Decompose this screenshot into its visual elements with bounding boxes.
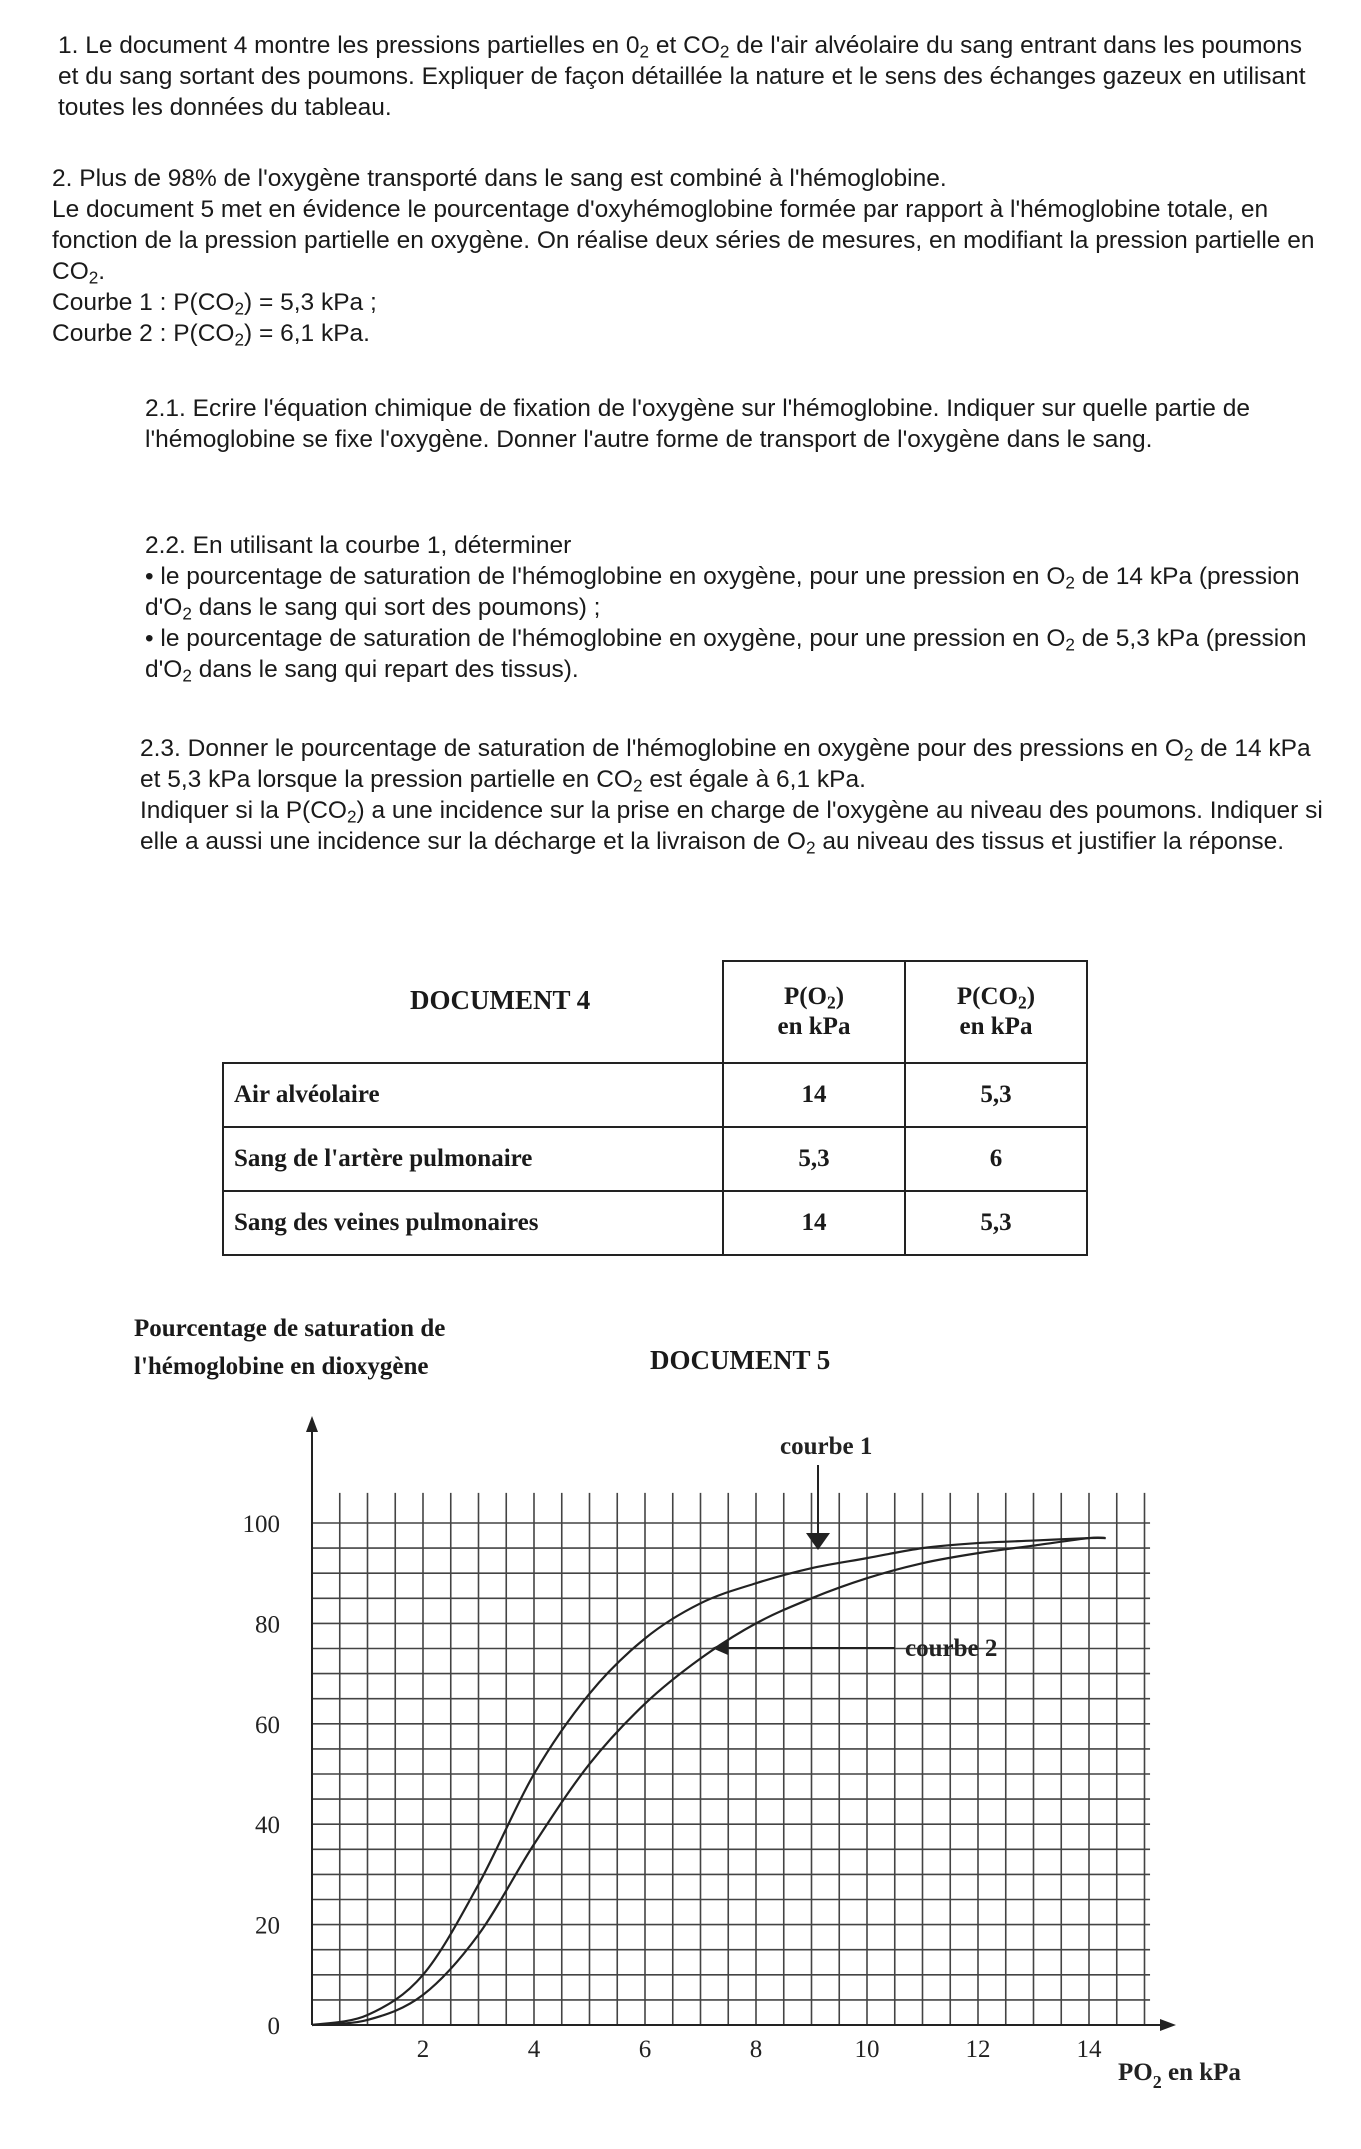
courbe2-condition: Courbe 2 : P(CO xyxy=(52,320,235,347)
cell-pco2: 5,3 xyxy=(905,1063,1087,1127)
row-label: Air alvéolaire xyxy=(223,1063,723,1127)
question-2-1: 2.1. Ecrire l'équation chimique de fixation de l'oxygène sur l'hémoglobine. Indiquer sur quelle partie de l'hémoglobine se fixe l'oxygène. Donner l'autre forme de transport de l'oxygène dans le sang. xyxy=(145,395,1250,453)
question-1: 1. Le document 4 montre les pressions partielles en $0_2$ et $CO_2$ de l'air alvéolaire du sang entrant dans les poumons et du sang sortant des poumons. Expliquer de façon détaillée la nature et le sens des échanges gazeux en utilisant toutes les données du tableau. xyxy=(58,32,1306,121)
question-2-2: 2.2. En utilisant la courbe 1, déterminer • le pourcentage de saturation de l'hémoglobine en oxygène, pour une pression en $O_2$ de 14 kPa (pression $d'O_2$ dans le sang qui sort des poumons) ; • le pourcentage de saturation de l'hémoglobine en oxygène, pour une pression en $O_2$ de 5,3 kPa (pression $d'O_2$ dans le sang qui repart des tissus). xyxy=(145,532,1307,686)
question-2-text: Le document 5 met en évidence le pourcentage d'oxyhémoglobine formée par rapport à l'hémoglobine totale, en fonction de la pression partielle en oxygène. On réalise deux séries de mesures, en modifiant la pression partielle en CO xyxy=(52,196,1315,285)
x-tick-label: 12 xyxy=(965,2036,991,2063)
x-tick-label: 14 xyxy=(1076,2036,1102,2063)
chart-x-axis-label: $PO_2$ en kPa xyxy=(1118,2059,1241,2092)
x-tick-label: 6 xyxy=(638,2036,652,2063)
x-tick-label: 2 xyxy=(416,2036,430,2063)
cell-po2: 14 xyxy=(723,1063,905,1127)
x-tick-label: 10 xyxy=(854,2036,880,2063)
y-tick-label: 100 xyxy=(242,1511,280,1538)
y-tick-label: 80 xyxy=(255,1611,280,1639)
column-header-po2: $P(O_2)$ en kPa xyxy=(723,961,905,1063)
question-2-line1: 2. Plus de 98% de l'oxygène transporté dans le sang est combiné à l'hémoglobine. xyxy=(52,165,947,192)
curve-1-line xyxy=(312,1538,1106,2025)
y-axis-arrow-icon xyxy=(306,1416,318,1432)
courbe-2-arrow-icon xyxy=(712,1641,728,1655)
cell-pco2: 5,3 xyxy=(905,1191,1087,1255)
cell-pco2: 6 xyxy=(905,1127,1087,1191)
chart-y-axis-label: Pourcentage de saturation de l'hémoglobine en dioxygène xyxy=(134,1315,446,1380)
y-tick-label: 40 xyxy=(255,1812,280,1840)
column-header-pco2: $P(CO_2)$ en kPa xyxy=(905,961,1087,1063)
document-5-title: DOCUMENT 5 xyxy=(650,1345,831,1375)
document-4-title: DOCUMENT 4 xyxy=(410,985,591,1015)
curve-2-line xyxy=(312,1538,1106,2025)
question-2-3: 2.3. Donner le pourcentage de saturation de l'hémoglobine en oxygène pour des pressions en $O_2$ de 14 kPa et 5,3 kPa lorsque la pression partielle en $CO_2$ est égale à 6,1 kPa. Indiquer si la $P(CO_2)$ a une incidence sur la prise en charge de l'oxygène au niveau des poumons. Indiquer si elle a aussi une incidence sur la décharge et la livraison de $O_2$ au niveau des tissus et justifier la réponse. xyxy=(140,735,1323,858)
question-2: 2. Plus de 98% de l'oxygène transporté dans le sang est combiné à l'hémoglobine. Le document 5 met en évidence le pourcentage d'oxyhémoglobine formée par rapport à l'hémoglobine totale, en fonction de la pression partielle en oxygène. On réalise deux séries de mesures, en modifiant la pression partielle en $CO_2$. Courbe 1 : $P(CO_2) = 5,3$ kPa ; Courbe 2 : $P(CO_2) = 6,1$ kPa. xyxy=(52,163,1332,349)
x-tick-label: 8 xyxy=(749,2036,763,2063)
cell-po2: 5,3 xyxy=(723,1127,905,1191)
x-axis-arrow-icon xyxy=(1160,2019,1176,2031)
chart-curves xyxy=(312,1538,1106,2025)
y-tick-label: 60 xyxy=(255,1711,280,1739)
y-tick-label: 20 xyxy=(255,1912,280,1940)
row-label: Sang des veines pulmonaires xyxy=(223,1191,723,1255)
chart-grid xyxy=(312,1493,1150,2025)
question-1-text: 1. Le document 4 montre les pressions partielles en 0 xyxy=(58,32,640,59)
row-label: Sang de l'artère pulmonaire xyxy=(223,1127,723,1191)
courbe1-condition: Courbe 1 : P(CO xyxy=(52,289,235,316)
cell-po2: 14 xyxy=(723,1191,905,1255)
x-tick-label: 4 xyxy=(527,2036,541,2063)
courbe-1-label: courbe 1 xyxy=(780,1433,873,1460)
courbe-2-label: courbe 2 xyxy=(905,1635,998,1662)
y-tick-label: 0 xyxy=(267,2013,280,2040)
